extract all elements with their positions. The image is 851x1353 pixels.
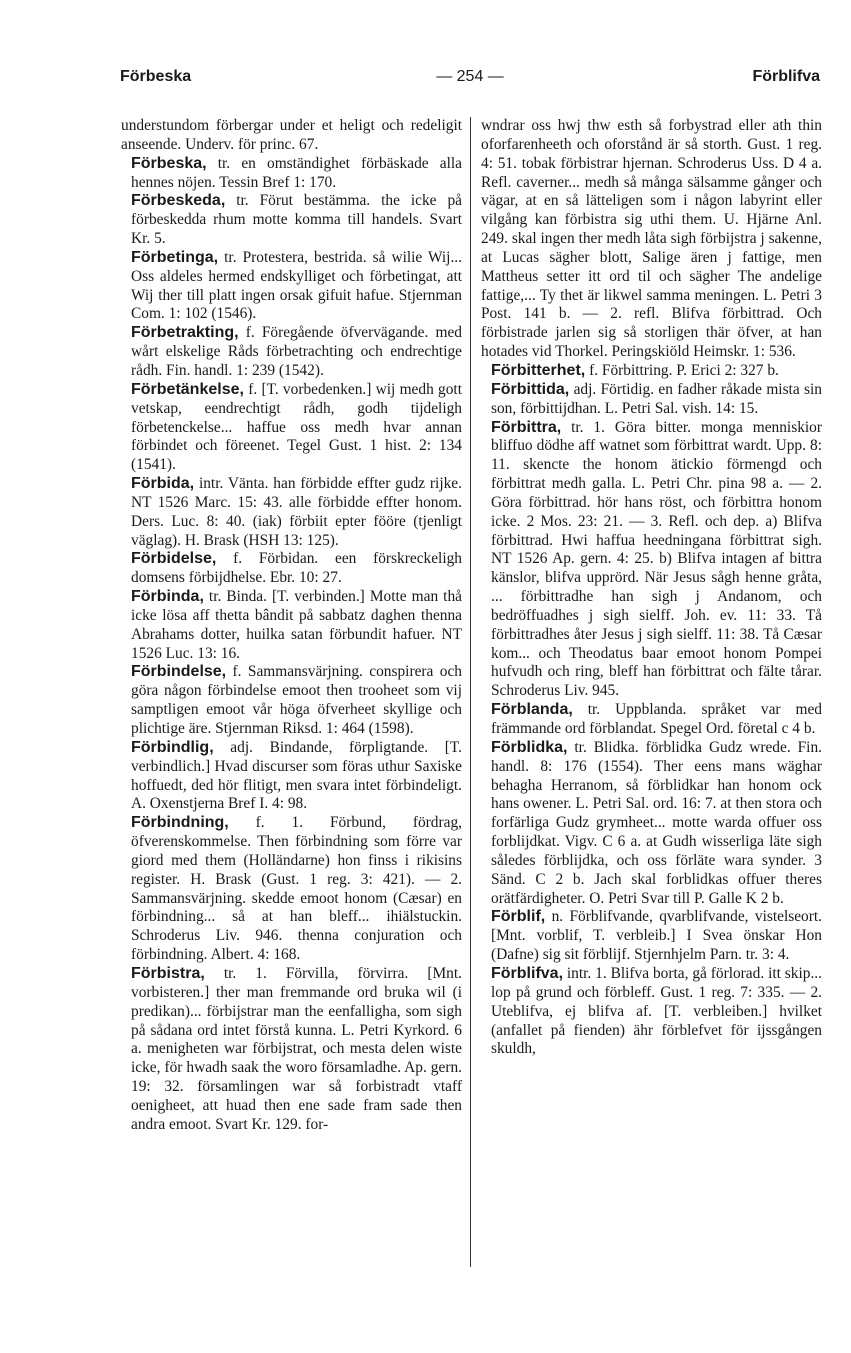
headword: Förbittra,: [491, 418, 562, 436]
entry-text: intr. Vänta. han förbidde effter gudz rijke. NT 1526 Marc. 15: 43. alle förbidde effter honom. Ders. Luc. 8: 40. (iak) förbiit epter fööre (tjenligt väglag). H. Brask (HSH 13: 125).: [131, 475, 462, 549]
dictionary-entry: [481, 362, 822, 381]
entry-text: tr. Uppblanda. språket var med främmande ord förblandat. Spegel Ord. företal c 4 b.: [491, 701, 822, 737]
dictionary-entry: [481, 701, 822, 739]
dictionary-entry: [121, 324, 462, 381]
page-header: [120, 68, 820, 94]
headword: Förbindning,: [131, 814, 229, 832]
entry-text: f. Föregående öfvervägande. med wårt elskelige Råds förbetrachting och endrechtige rådh. Fin. handl. 1: 239 (1542).: [131, 324, 462, 379]
entry-text: adj. Förtidig. en fadher råkade mista sin son, förbittijdhan. L. Petri Sal. vish. 14: 15.: [491, 380, 822, 417]
headword: Förblidka,: [491, 738, 568, 756]
entry-text: tr. 1. Göra bitter. monga menniskior bliffuo dödhe aff watnet som förbittrat wardt. Upp. 8: 11. skencte the honom ätickio förmengd och förbittrat medh galla. L. Petri Chr. pina 98 a. — 2. Göra förbittrad. hör hans röst, och förbittra honom icke. 2 Mos. 23: 21. — 3. Refl. och dep. a) Blifva förbittrad. Hwi haffua heedningana förbittrat sigh. NT 1526 Ap. gern. 4: 25. b) Blifva intagen af bittra känslor, blifva upprörd. När Jesus sågh henne gråta, ... förbittradhe han sigh j Andanom, och bedröffuadhes j sigh sielff. Joh. ev. 11: 33. Tå förbittradhes åter Jesus j sigh sielff. 11: 38. Tå Cæsar kom... och Theodatus baar emoot honom Pompei hufvudh och ring, bleff han förbittrat och fälte tårar. Schroderus Liv. 945.: [491, 418, 822, 700]
entry-text: f. Förbittring. P. Erici 2: 327 b.: [585, 361, 779, 379]
headword: Förblifva,: [491, 964, 564, 982]
dictionary-entry: [121, 663, 462, 738]
entry-text: intr. 1. Blifva borta, gå förlorad. itt skip... lop på grund och förbleff. Gust. 1 reg. 7: 335. — 2. Uteblifva, ej blifva af. [T. verbleiben.] hvilket (anfallet på fienden) ähr förblefvet för ijssgången skuldh,: [491, 964, 822, 1058]
dictionary-entry: [121, 965, 462, 1135]
dictionary-entry: [121, 381, 462, 475]
dictionary-entry: [121, 117, 462, 155]
left-column: [121, 117, 462, 1135]
entry-text: f. [T. vorbedenken.] wij medh gott vetskap, eendrechtigt rådh, godh tijdeligh förbetenckelse... haffue oss medh hvar annan förbindet och föreenet. Tegel Gust. 1 hist. 2: 134 (1541).: [131, 380, 462, 474]
right-column: [481, 117, 822, 1059]
headword: Förbittida,: [491, 380, 570, 398]
dictionary-entry: [121, 192, 462, 249]
entry-text: tr. en omständighet förbäskade alla hennes nöjen. Tessin Bref 1: 170.: [131, 154, 462, 191]
entry-text: tr. Protestera, bestrida. så wilie Wij... Oss aldeles hermed endskylliget och förbetingat, att Wij ther till platt ingen orsak gifuit hafue. Stjernman Com. 1: 102 (1546).: [131, 248, 462, 323]
dictionary-entry: [481, 965, 822, 1059]
dictionary-entry: [121, 550, 462, 588]
dictionary-entry: [121, 155, 462, 193]
headword: Förblif,: [491, 908, 546, 926]
entry-text: n. Förblifvande, qvarblifvande, vistelseort. [Mnt. vorblif, T. verbleib.] I Svea önskar Hon (Dafne) sig sit förblijf. Stjernhjelm Parn. tr. 3: 4.: [491, 908, 822, 964]
entry-text: understundom förbergar under et heligt och redeligit anseende. Underv. för princ. 67.: [121, 117, 462, 153]
headword: Förbetrakting,: [131, 324, 239, 342]
entry-text: adj. Bindande, förpligtande. [T. verbindlich.] Hvad discurser som föras uthur Saxiske hoffuedt, ded hör flitigt, men svara intet förbindeligt. A. Oxenstjerna Bref I. 4: 98.: [131, 738, 462, 813]
dictionary-entry: [121, 739, 462, 814]
header-right-catchword: Förblifva: [752, 68, 820, 85]
dictionary-entry: [121, 249, 462, 324]
dictionary-entry: [121, 588, 462, 663]
headword: Förbeskeda,: [131, 192, 226, 210]
entry-text: tr. 1. Förvilla, förvirra. [Mnt. vorbisteren.] ther man fremmande ord bruka wil (i predikan)... förbijstrar man the eenfalligha, som sigh på sådana ord intet förstå kunna. L. Petri Kyrkord. 6 a. menigheten war förbijstrat, och mesta delen wiste icke, för hwadh saak the woro församladhe. Ap. gern. 19: 32. församlingen war så forbistradt vtaff oenigheet, att huad then ene sade fram sade then andra emoot. Svart Kr. 129. for-: [131, 964, 462, 1133]
headword: Förbinda,: [131, 588, 204, 606]
headword: Förbistra,: [131, 964, 205, 982]
headword: Förbitterhet,: [491, 361, 586, 379]
headword: Förbeska,: [131, 154, 207, 172]
dictionary-entry: [481, 117, 822, 362]
entry-text: wndrar oss hwj thw esth så forbystrad eller ath thin oforfarenheeth och oforstånd är så storth. Gust. 1 reg. 4: 51. tobak förbistrar hjernan. Schroderus Uss. D 4 a. Refl. caverner... medh så många sälsamme gånger och vägar, at en så lätteligen som i någon labyrint eller vilgång kan förbistra sig uthi them. U. Hjärne Anl. 249. skal ingen ther medh låta sigh förbijstra j sakenne, at Lucas sägher blott, Salige ären j fattige, men Mattheus setter itt ord til och sägher The andelige fattige,... Ty thet är likwel samma meningen. L. Petri 3 Post. 141 b. — 2. refl. Blifva förbittrad. Och förbistrade jarlen sig så storligen thär öfver, at han hotades vid Thorkel. Peringskiöld Heimskr. 1: 536.: [481, 117, 822, 361]
headword: Förbindlig,: [131, 738, 214, 756]
headword: Förblanda,: [491, 701, 573, 719]
entry-text: f. Förbidan. een förskreckeligh domsens förbijdhelse. Ebr. 10: 27.: [131, 550, 462, 587]
entry-text: tr. Binda. [T. verbinden.] Motte man thå icke lösa aff thetta bândit på sabbatz daghen thenna Abrahams dotter, huilka satan förbundit hafuer. NT 1526 Luc. 13: 16.: [131, 588, 462, 662]
entry-text: tr. Förut bestämma. the icke på förbeskedda rhum motte komma till handels. Svart Kr. 5.: [131, 192, 462, 248]
dictionary-entry: [121, 814, 462, 965]
column-divider: [470, 117, 471, 1267]
dictionary-entry: [481, 419, 822, 702]
entry-text: tr. Blidka. förblidka Gudz wrede. Fin. handl. 8: 176 (1554). Ther eens mans wäghar behagha Herranom, så förblidkar han honom ock hans owener. L. Petri Sal. ord. 16: 7. at then stora och forfärliga Gudz grymheet... motte warda offuer oss forblijdkat. Vigv. C 6 a. at Gudh wisserliga läte sigh således förblijdka, och oss förläte wara synder. 3 Sänd. C 2 b. Jach skal forblidkas offuer theres orätfärdigheter. O. Petri Svar till P. Galle K 2 b.: [491, 738, 822, 907]
headword: Förbidelse,: [131, 550, 217, 568]
headword: Förbetänkelse,: [131, 380, 244, 398]
entry-text: f. Sammansvärjning. conspirera och göra någon förbindelse emoot then trooheet som vij samptligen emoot vår höga öfverheet skyllige och plichtige äre. Stjernman Riksd. 1: 464 (1598).: [131, 663, 462, 737]
headword: Förbindelse,: [131, 663, 227, 681]
dictionary-entry: [481, 381, 822, 419]
dictionary-entry: [121, 475, 462, 550]
dictionary-entry: [481, 739, 822, 909]
entry-text: f. 1. Förbund, fördrag, öfverenskommelse. Then förbindning som förre var giord med them (Holländarne) hon finss i rikisins register. H. Brask (Gust. 1 reg. 3: 421). — 2. Sammansvärjning. skedde emoot honom (Cæsar) en förbindning... så at han bleff... ihiälstuckin. Schroderus Liv. 946. thenna conjuration och förbindning. Albert. 4: 168.: [131, 814, 462, 964]
headword: Förbetinga,: [131, 248, 219, 266]
dictionary-entry: [481, 908, 822, 965]
page-number: — 254 —: [436, 68, 504, 85]
headword: Förbida,: [131, 475, 195, 493]
header-left-catchword: Förbeska: [120, 68, 192, 85]
